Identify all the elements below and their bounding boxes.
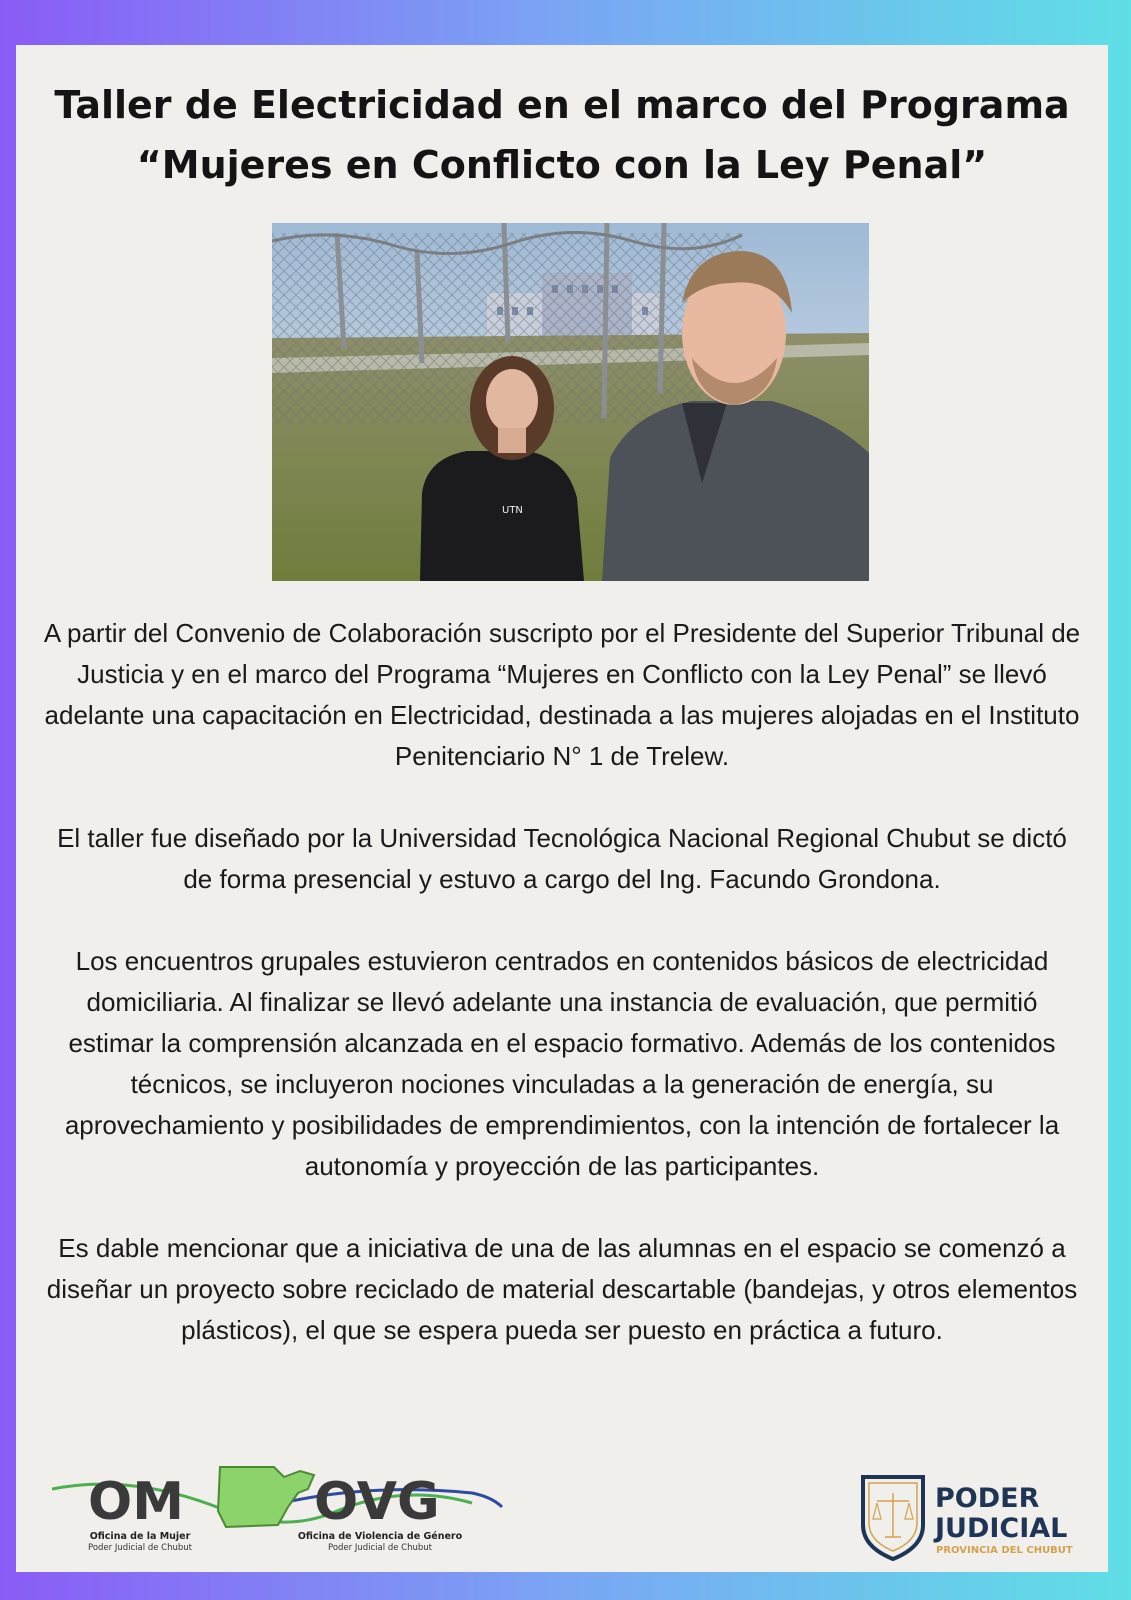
title-line-2: “Mujeres en Conflicto con la Ley Penal” <box>136 143 988 187</box>
om-ovg-logo <box>52 1463 512 1563</box>
document-page <box>16 45 1108 1572</box>
paragraph-2: El taller fue diseñado por la Universidad Tecnológica Nacional Regional Chubut se dictó de forma presencial y estuvo a cargo del Ing. Facundo Grondona. <box>57 823 1067 894</box>
pj-line-2: JUDICIAL <box>935 1513 1068 1544</box>
om-acronym: OM <box>88 1472 184 1532</box>
paragraph-3: Los encuentros grupales estuvieron centrados en contenidos básicos de electricidad domiciliaria. Al finalizar se llevó adelante una instancia de evaluación, que permitió estimar la comprensión alcanzada en el espacio formativo. Además de los contenidos técnicos, se incluyeron nociones vinculadas a la generación de energía, su aprovechamiento y posibilidades de emprendimientos, con la intención de fortalecer la autonomía y proyección de las participantes. <box>64 946 1060 1181</box>
selfie-photo <box>272 223 869 581</box>
pj-line-1: PODER <box>935 1483 1040 1514</box>
scales-shield-icon <box>863 1477 923 1559</box>
ovg-acronym: OVG <box>314 1472 440 1532</box>
pj-line-3: PROVINCIA DEL CHUBUT <box>936 1545 1073 1556</box>
title-line-1: Taller de Electricidad en el marco del Programa <box>54 83 1070 127</box>
om-name: Oficina de la Mujer <box>89 1531 191 1542</box>
paragraph-1: A partir del Convenio de Colaboración suscripto por el Presidente del Superior Tribunal de Justicia y en el marco del Programa “Mujeres en Conflicto con la Ley Penal” se llevó adelante una capacitación en Electricidad, destinada a las mujeres alojadas en el Instituto Penitenciario N° 1 de Trelew. <box>43 618 1081 771</box>
svg-text:UTN: UTN <box>502 505 523 516</box>
poder-judicial-logo <box>861 1471 1081 1561</box>
article-body <box>42 613 1082 1392</box>
ovg-name: Oficina de Violencia de Género <box>297 1531 463 1542</box>
page-title <box>16 75 1108 195</box>
paragraph-4: Es dable mencionar que a iniciativa de una de las alumnas en el espacio se comenzó a diseñar un proyecto sobre reciclado de material descartable (bandejas, y otros elementos plásticos), el que se espera pueda ser puesto en práctica a futuro. <box>46 1233 1078 1345</box>
om-sub: Poder Judicial de Chubut <box>88 1543 192 1553</box>
ovg-sub: Poder Judicial de Chubut <box>328 1543 432 1553</box>
